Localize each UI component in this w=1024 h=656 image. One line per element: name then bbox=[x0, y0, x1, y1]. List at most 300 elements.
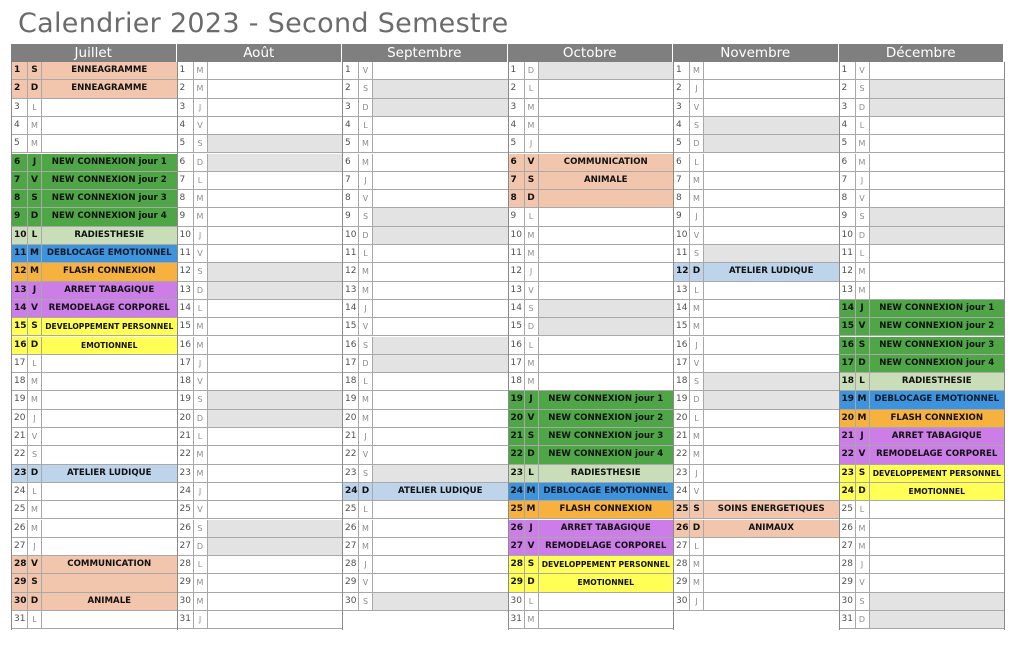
day-row[interactable] bbox=[509, 410, 674, 428]
day-row[interactable] bbox=[840, 501, 1005, 519]
day-row[interactable] bbox=[12, 300, 177, 318]
day-row[interactable] bbox=[178, 538, 343, 556]
day-number: 30 bbox=[12, 593, 28, 610]
weekday-letter: S bbox=[525, 556, 539, 573]
day-row[interactable] bbox=[509, 355, 674, 373]
day-row[interactable] bbox=[343, 483, 508, 501]
day-row[interactable] bbox=[674, 190, 839, 208]
weekday-letter: M bbox=[690, 172, 704, 189]
day-number: 19 bbox=[343, 391, 359, 408]
day-row[interactable] bbox=[509, 62, 674, 80]
empty-slot bbox=[373, 135, 508, 152]
day-row[interactable] bbox=[12, 282, 177, 300]
weekday-letter: S bbox=[856, 593, 870, 610]
event-label: COMMUNICATION bbox=[539, 154, 674, 171]
day-row[interactable] bbox=[840, 172, 1005, 190]
weekday-letter: L bbox=[359, 245, 373, 262]
day-row[interactable] bbox=[674, 135, 839, 153]
day-row[interactable] bbox=[509, 135, 674, 153]
weekday-letter: D bbox=[856, 483, 870, 500]
day-row[interactable] bbox=[343, 300, 508, 318]
day-row[interactable] bbox=[509, 520, 674, 538]
day-row[interactable] bbox=[343, 373, 508, 391]
weekday-letter: V bbox=[194, 245, 208, 262]
day-number: 30 bbox=[509, 593, 525, 610]
day-row[interactable] bbox=[674, 208, 839, 226]
day-row[interactable] bbox=[840, 593, 1005, 611]
weekday-letter: J bbox=[525, 135, 539, 152]
day-row[interactable] bbox=[12, 172, 177, 190]
day-number: 3 bbox=[12, 99, 28, 116]
day-number: 29 bbox=[343, 574, 359, 591]
weekday-letter: V bbox=[28, 556, 42, 573]
day-row[interactable] bbox=[509, 80, 674, 98]
weekday-letter: M bbox=[359, 135, 373, 152]
day-row[interactable] bbox=[12, 337, 177, 355]
day-row[interactable] bbox=[840, 483, 1005, 501]
day-row[interactable] bbox=[840, 373, 1005, 391]
day-row[interactable] bbox=[12, 520, 177, 538]
empty-slot bbox=[539, 208, 674, 225]
day-row[interactable] bbox=[343, 355, 508, 373]
day-number: 13 bbox=[12, 282, 28, 299]
day-row[interactable] bbox=[343, 556, 508, 574]
weekday-letter: M bbox=[856, 391, 870, 408]
day-row[interactable] bbox=[343, 135, 508, 153]
day-row[interactable] bbox=[343, 501, 508, 519]
weekday-letter: L bbox=[690, 282, 704, 299]
day-row[interactable] bbox=[674, 556, 839, 574]
day-number: 18 bbox=[674, 373, 690, 390]
day-row[interactable] bbox=[674, 117, 839, 135]
weekday-letter: J bbox=[359, 172, 373, 189]
day-row[interactable] bbox=[178, 428, 343, 446]
day-number: 30 bbox=[178, 593, 194, 610]
day-number: 7 bbox=[343, 172, 359, 189]
day-row[interactable] bbox=[840, 446, 1005, 464]
day-row[interactable] bbox=[178, 263, 343, 281]
day-row[interactable] bbox=[343, 154, 508, 172]
day-row[interactable] bbox=[674, 410, 839, 428]
day-row[interactable] bbox=[674, 574, 839, 592]
empty-slot bbox=[870, 556, 1005, 573]
month-header: Août bbox=[177, 44, 343, 62]
weekday-letter: V bbox=[194, 117, 208, 134]
day-row[interactable] bbox=[674, 80, 839, 98]
empty-slot bbox=[373, 337, 508, 354]
day-row[interactable] bbox=[674, 483, 839, 501]
day-row[interactable] bbox=[178, 227, 343, 245]
day-row[interactable] bbox=[840, 410, 1005, 428]
day-row[interactable] bbox=[343, 428, 508, 446]
day-row[interactable] bbox=[343, 263, 508, 281]
day-number: 11 bbox=[509, 245, 525, 262]
day-row[interactable] bbox=[509, 611, 674, 629]
empty-slot bbox=[870, 117, 1005, 134]
day-row[interactable] bbox=[178, 300, 343, 318]
empty-slot bbox=[870, 245, 1005, 262]
day-row[interactable] bbox=[674, 465, 839, 483]
day-row[interactable] bbox=[12, 538, 177, 556]
day-row[interactable] bbox=[509, 227, 674, 245]
day-row[interactable] bbox=[178, 574, 343, 592]
day-row[interactable] bbox=[509, 154, 674, 172]
empty-slot bbox=[373, 574, 508, 591]
day-row[interactable] bbox=[343, 410, 508, 428]
weekday-letter: J bbox=[359, 300, 373, 317]
day-row[interactable] bbox=[509, 99, 674, 117]
weekday-letter: J bbox=[856, 300, 870, 317]
day-number: 12 bbox=[343, 263, 359, 280]
day-row[interactable] bbox=[178, 501, 343, 519]
weekday-letter: M bbox=[359, 154, 373, 171]
day-row[interactable] bbox=[509, 593, 674, 611]
day-row[interactable] bbox=[178, 410, 343, 428]
day-row[interactable] bbox=[12, 501, 177, 519]
weekday-letter: S bbox=[856, 337, 870, 354]
weekday-letter: V bbox=[525, 538, 539, 555]
day-row[interactable] bbox=[178, 337, 343, 355]
empty-slot bbox=[704, 593, 839, 610]
month-column bbox=[839, 62, 1006, 630]
weekday-letter: S bbox=[194, 263, 208, 280]
day-row[interactable] bbox=[840, 538, 1005, 556]
day-row[interactable] bbox=[674, 355, 839, 373]
day-row[interactable] bbox=[509, 391, 674, 409]
day-row[interactable] bbox=[509, 117, 674, 135]
day-row[interactable] bbox=[840, 556, 1005, 574]
weekday-letter: D bbox=[28, 80, 42, 97]
day-row[interactable] bbox=[509, 190, 674, 208]
day-row[interactable] bbox=[840, 574, 1005, 592]
weekday-letter: D bbox=[359, 99, 373, 116]
day-row[interactable] bbox=[12, 80, 177, 98]
day-row[interactable] bbox=[840, 62, 1005, 80]
day-row[interactable] bbox=[840, 355, 1005, 373]
weekday-letter: M bbox=[194, 593, 208, 610]
day-row[interactable] bbox=[840, 263, 1005, 281]
day-row[interactable] bbox=[509, 318, 674, 336]
day-row[interactable] bbox=[840, 428, 1005, 446]
empty-slot bbox=[373, 263, 508, 280]
day-row[interactable] bbox=[509, 373, 674, 391]
day-row[interactable] bbox=[509, 172, 674, 190]
event-label: NEW CONNEXION jour 3 bbox=[539, 428, 674, 445]
day-row[interactable] bbox=[840, 611, 1005, 629]
day-row[interactable] bbox=[178, 556, 343, 574]
weekday-letter: V bbox=[359, 574, 373, 591]
day-row[interactable] bbox=[343, 318, 508, 336]
weekday-letter: D bbox=[856, 611, 870, 628]
day-row[interactable] bbox=[343, 593, 508, 611]
day-row[interactable] bbox=[12, 99, 177, 117]
day-row[interactable] bbox=[12, 611, 177, 629]
day-row[interactable] bbox=[840, 282, 1005, 300]
day-row[interactable] bbox=[178, 208, 343, 226]
empty-slot bbox=[539, 300, 674, 317]
day-row[interactable] bbox=[12, 373, 177, 391]
day-number: 16 bbox=[12, 337, 28, 354]
day-row[interactable] bbox=[840, 135, 1005, 153]
day-row[interactable] bbox=[840, 99, 1005, 117]
day-row[interactable] bbox=[12, 391, 177, 409]
day-row[interactable] bbox=[840, 520, 1005, 538]
day-row[interactable] bbox=[509, 428, 674, 446]
day-row[interactable] bbox=[12, 135, 177, 153]
day-row[interactable] bbox=[509, 300, 674, 318]
day-row[interactable] bbox=[674, 373, 839, 391]
day-number: 21 bbox=[674, 428, 690, 445]
empty-slot bbox=[208, 428, 343, 445]
weekday-letter: S bbox=[525, 172, 539, 189]
day-number: 14 bbox=[178, 300, 194, 317]
day-row[interactable] bbox=[12, 428, 177, 446]
day-row[interactable] bbox=[178, 593, 343, 611]
day-row[interactable] bbox=[178, 172, 343, 190]
day-number: 24 bbox=[840, 483, 856, 500]
day-row[interactable] bbox=[509, 263, 674, 281]
day-row[interactable] bbox=[840, 391, 1005, 409]
day-row[interactable] bbox=[674, 263, 839, 281]
day-number: 17 bbox=[509, 355, 525, 372]
day-number: 10 bbox=[178, 227, 194, 244]
day-row[interactable] bbox=[840, 190, 1005, 208]
day-row[interactable] bbox=[343, 62, 508, 80]
weekday-letter: J bbox=[525, 263, 539, 280]
day-number: 28 bbox=[12, 556, 28, 573]
empty-slot bbox=[208, 117, 343, 134]
day-row[interactable] bbox=[12, 245, 177, 263]
weekday-letter: M bbox=[28, 263, 42, 280]
empty-slot bbox=[208, 465, 343, 482]
day-row[interactable] bbox=[840, 300, 1005, 318]
empty-slot bbox=[208, 574, 343, 591]
day-row[interactable] bbox=[509, 483, 674, 501]
day-row[interactable] bbox=[674, 520, 839, 538]
day-row[interactable] bbox=[509, 208, 674, 226]
weekday-letter: S bbox=[690, 117, 704, 134]
empty-slot bbox=[208, 501, 343, 518]
weekday-letter: V bbox=[856, 318, 870, 335]
day-row[interactable] bbox=[674, 300, 839, 318]
day-row[interactable] bbox=[178, 282, 343, 300]
day-row[interactable] bbox=[674, 593, 839, 611]
day-row[interactable] bbox=[12, 574, 177, 592]
empty-slot bbox=[208, 172, 343, 189]
day-row[interactable] bbox=[343, 282, 508, 300]
empty-slot bbox=[373, 154, 508, 171]
day-row[interactable] bbox=[12, 355, 177, 373]
weekday-letter: V bbox=[690, 483, 704, 500]
day-row[interactable] bbox=[178, 80, 343, 98]
day-row[interactable] bbox=[840, 154, 1005, 172]
day-row[interactable] bbox=[178, 355, 343, 373]
page-title: Calendrier 2023 - Second Semestre bbox=[18, 8, 509, 39]
event-label: EMOTIONNEL bbox=[870, 483, 1005, 500]
empty-slot bbox=[870, 520, 1005, 537]
day-row[interactable] bbox=[178, 245, 343, 263]
day-number: 20 bbox=[12, 410, 28, 427]
weekday-letter: J bbox=[28, 410, 42, 427]
day-row[interactable] bbox=[12, 465, 177, 483]
day-row[interactable] bbox=[674, 446, 839, 464]
day-row[interactable] bbox=[178, 520, 343, 538]
day-number: 28 bbox=[840, 556, 856, 573]
day-row[interactable] bbox=[509, 465, 674, 483]
day-row[interactable] bbox=[178, 117, 343, 135]
day-row[interactable] bbox=[343, 465, 508, 483]
day-row[interactable] bbox=[343, 538, 508, 556]
day-row[interactable] bbox=[178, 154, 343, 172]
day-row[interactable] bbox=[178, 190, 343, 208]
empty-slot bbox=[208, 593, 343, 610]
day-row[interactable] bbox=[178, 62, 343, 80]
day-row[interactable] bbox=[343, 227, 508, 245]
day-number: 28 bbox=[343, 556, 359, 573]
weekday-letter: S bbox=[28, 190, 42, 207]
day-number: 14 bbox=[509, 300, 525, 317]
day-number: 8 bbox=[12, 190, 28, 207]
day-row[interactable] bbox=[674, 501, 839, 519]
day-number: 27 bbox=[509, 538, 525, 555]
day-row[interactable] bbox=[12, 410, 177, 428]
day-row[interactable] bbox=[840, 318, 1005, 336]
day-row[interactable] bbox=[674, 245, 839, 263]
day-row[interactable] bbox=[12, 263, 177, 281]
event-label: COMMUNICATION bbox=[42, 556, 177, 573]
day-row[interactable] bbox=[12, 62, 177, 80]
empty-slot bbox=[539, 373, 674, 390]
day-number: 11 bbox=[674, 245, 690, 262]
day-row[interactable] bbox=[343, 520, 508, 538]
weekday-letter: M bbox=[194, 80, 208, 97]
day-row[interactable] bbox=[178, 446, 343, 464]
day-row[interactable] bbox=[12, 593, 177, 611]
weekday-letter: J bbox=[525, 391, 539, 408]
weekday-letter: L bbox=[525, 465, 539, 482]
event-label: ARRET TABAGIQUE bbox=[870, 428, 1005, 445]
day-number: 14 bbox=[12, 300, 28, 317]
event-label: SOINS ENERGETIQUES bbox=[704, 501, 839, 518]
empty-slot bbox=[208, 227, 343, 244]
day-row[interactable] bbox=[674, 538, 839, 556]
day-row[interactable] bbox=[12, 556, 177, 574]
day-row[interactable] bbox=[178, 391, 343, 409]
day-row[interactable] bbox=[509, 282, 674, 300]
day-row[interactable] bbox=[12, 446, 177, 464]
day-row[interactable] bbox=[509, 538, 674, 556]
day-row[interactable] bbox=[343, 574, 508, 592]
day-row[interactable] bbox=[674, 337, 839, 355]
day-row[interactable] bbox=[12, 483, 177, 501]
day-row[interactable] bbox=[840, 227, 1005, 245]
day-row[interactable] bbox=[12, 318, 177, 336]
day-number: 15 bbox=[178, 318, 194, 335]
day-row[interactable] bbox=[12, 208, 177, 226]
day-row[interactable] bbox=[509, 245, 674, 263]
day-row[interactable] bbox=[509, 446, 674, 464]
weekday-letter: L bbox=[690, 410, 704, 427]
day-row[interactable] bbox=[178, 611, 343, 629]
day-row[interactable] bbox=[12, 154, 177, 172]
day-row[interactable] bbox=[840, 337, 1005, 355]
day-number: 8 bbox=[840, 190, 856, 207]
day-row[interactable] bbox=[343, 245, 508, 263]
day-row[interactable] bbox=[674, 99, 839, 117]
empty-slot bbox=[704, 446, 839, 463]
empty-slot bbox=[42, 410, 177, 427]
day-row[interactable] bbox=[674, 428, 839, 446]
day-row[interactable] bbox=[674, 154, 839, 172]
day-number: 31 bbox=[12, 611, 28, 628]
day-number: 3 bbox=[674, 99, 690, 116]
day-row[interactable] bbox=[343, 80, 508, 98]
day-row[interactable] bbox=[509, 337, 674, 355]
day-row[interactable] bbox=[840, 245, 1005, 263]
day-row[interactable] bbox=[840, 465, 1005, 483]
day-row[interactable] bbox=[343, 208, 508, 226]
weekday-letter: D bbox=[690, 263, 704, 280]
day-number: 4 bbox=[12, 117, 28, 134]
day-row[interactable] bbox=[674, 172, 839, 190]
day-row[interactable] bbox=[674, 282, 839, 300]
day-row[interactable] bbox=[509, 501, 674, 519]
weekday-letter: M bbox=[28, 117, 42, 134]
day-row[interactable] bbox=[178, 135, 343, 153]
day-number: 25 bbox=[840, 501, 856, 518]
weekday-letter: M bbox=[856, 538, 870, 555]
day-row[interactable] bbox=[12, 117, 177, 135]
day-row[interactable] bbox=[178, 99, 343, 117]
day-row[interactable] bbox=[178, 373, 343, 391]
empty-slot bbox=[208, 355, 343, 372]
empty-slot bbox=[539, 245, 674, 262]
day-row[interactable] bbox=[343, 391, 508, 409]
day-row[interactable] bbox=[12, 190, 177, 208]
empty-slot bbox=[373, 520, 508, 537]
day-row[interactable] bbox=[343, 99, 508, 117]
empty-slot bbox=[704, 62, 839, 79]
day-row[interactable] bbox=[178, 465, 343, 483]
day-row[interactable] bbox=[674, 318, 839, 336]
day-row[interactable] bbox=[178, 318, 343, 336]
weekday-letter: J bbox=[194, 355, 208, 372]
day-row[interactable] bbox=[674, 391, 839, 409]
day-row[interactable] bbox=[343, 117, 508, 135]
day-number: 25 bbox=[12, 501, 28, 518]
day-row[interactable] bbox=[840, 80, 1005, 98]
day-row[interactable] bbox=[343, 337, 508, 355]
day-number: 30 bbox=[840, 593, 856, 610]
event-label: ATELIER LUDIQUE bbox=[42, 465, 177, 482]
day-row[interactable] bbox=[343, 172, 508, 190]
empty-slot bbox=[704, 465, 839, 482]
day-row[interactable] bbox=[509, 556, 674, 574]
day-row[interactable] bbox=[840, 208, 1005, 226]
weekday-letter: M bbox=[359, 520, 373, 537]
day-row[interactable] bbox=[840, 117, 1005, 135]
day-row[interactable] bbox=[509, 574, 674, 592]
day-row[interactable] bbox=[343, 446, 508, 464]
day-row[interactable] bbox=[178, 483, 343, 501]
day-number: 27 bbox=[12, 538, 28, 555]
day-row[interactable] bbox=[12, 227, 177, 245]
day-row[interactable] bbox=[343, 190, 508, 208]
weekday-letter: M bbox=[856, 282, 870, 299]
empty-slot bbox=[42, 520, 177, 537]
day-row[interactable] bbox=[674, 227, 839, 245]
day-row[interactable] bbox=[674, 62, 839, 80]
